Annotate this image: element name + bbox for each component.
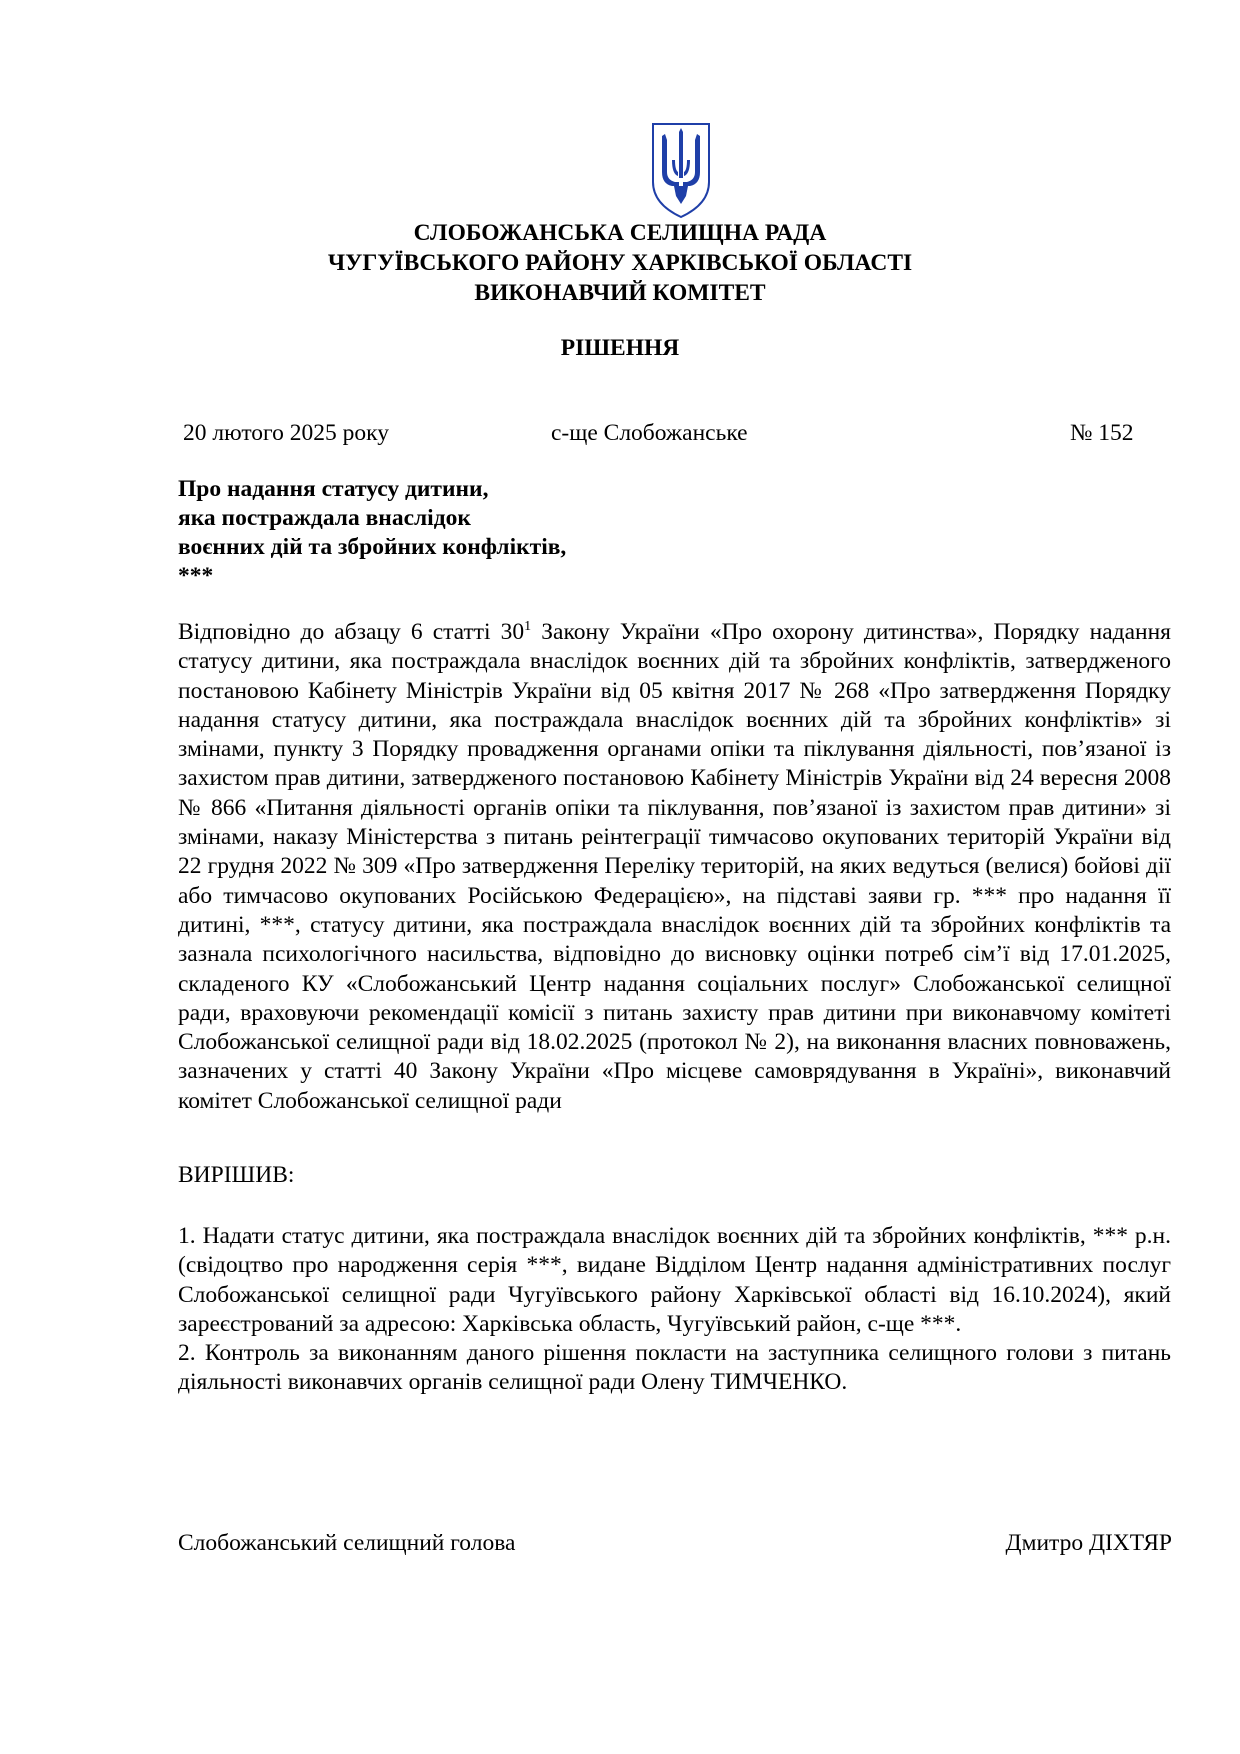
article-superscript: 1	[524, 619, 532, 635]
district-name: ЧУГУЇВСЬКОГО РАЙОНУ ХАРКІВСЬКОЇ ОБЛАСТІ	[327, 250, 913, 276]
preamble-paragraph	[178, 618, 1171, 1116]
decision-item: 1. Надати статус дитини, яка постраждала внаслідок воєнних дій та збройних конфліктів, *** р.н. (свідоцтво про народження серія ***, видане Відділом Центр надання адміністративних послуг Слобожанської селищної ради Чугуївського району Харківської області від 16.10.2024), який зареєстрований за адресою: Харківська область, Чугуївський район, с-ще ***.	[178, 1223, 1171, 1337]
preamble-rest: Закону України «Про охорону дитинства», Порядку надання статусу дитини, яка постраждала внаслідок воєнних дій та збройних конфліктів, затвердженого постановою Кабінету Міністрів України від 05 квітня 2017 № 268 «Про затвердження Порядку надання статусу дитини, яка постраждала внаслідок воєнних дій та збройних конфліктів» зі змінами, пункту 3 Порядку провадження органами опіки та піклування діяльності, пов’язаної із захистом прав дитини, затвердженого постановою Кабінету Міністрів України від 24 вересня 2008 № 866 «Питання діяльності органів опіки та піклування, пов’язаної із захистом прав дитини» зі змінами, наказу Міністерства з питань реінтеграції тимчасово окупованих територій України від 22 грудня 2022 № 309 «Про затвердження Переліку територій, на яких ведуться (велися) бойові дії або тимчасово окупованих Російською Федерацією», на підставі заяви гр. *** про надання її дитині, ***, статусу дитини, яка постраждала внаслідок воєнних дій та збройних конфліктів та зазнала психологічного насильства, відповідно до висновку оцінки потреб сім’ї від 17.01.2025, складеного КУ «Слобожанський Центр надання соціальних послуг» Слобожанської селищної ради, враховуючи рекомендації комісії з питань захисту прав дитини при виконавчому комітеті Слобожанської селищної ради від 18.02.2025 (протокол № 2), на виконання власних повноважень, зазначених у статті 40 Закону України «Про місцеве самоврядування в Україні», виконавчий комітет Слобожанської селищної ради	[178, 619, 1171, 1114]
decision-item: 2. Контроль за виконанням даного рішення покласти на заступника селищного голови з питань діяльності виконавчих органів селищної ради Олену ТИМЧЕНКО.	[178, 1340, 1171, 1396]
committee-name: ВИКОНАВЧИЙ КОМІТЕТ	[474, 280, 766, 306]
organization-name: СЛОБОЖАНСЬКА СЕЛИЩНА РАДА	[413, 220, 827, 246]
subject-line: яка постраждала внаслідок	[178, 505, 471, 531]
decision-items	[178, 1222, 1171, 1398]
document-number: № 152	[1070, 420, 1134, 446]
document-subject	[178, 475, 566, 591]
document-type: РІШЕННЯ	[560, 335, 680, 361]
subject-line: воєнних дій та збройних конфліктів,	[178, 534, 567, 560]
document-date: 20 лютого 2025 року	[183, 420, 389, 446]
coat-of-arms-trident-icon	[650, 120, 712, 220]
subject-line: Про надання статусу дитини,	[178, 476, 489, 502]
document-header	[0, 218, 1240, 308]
document-place: с-ще Слобожанське	[551, 420, 748, 446]
preamble-start: Відповідно до абзацу 6 статті 30	[178, 619, 525, 645]
decided-heading: ВИРІШИВ:	[178, 1162, 295, 1188]
signatory-position: Слобожанський селищний голова	[178, 1530, 516, 1556]
signatory-name: Дмитро ДІХТЯР	[1005, 1530, 1172, 1556]
subject-line: ***	[178, 563, 214, 589]
